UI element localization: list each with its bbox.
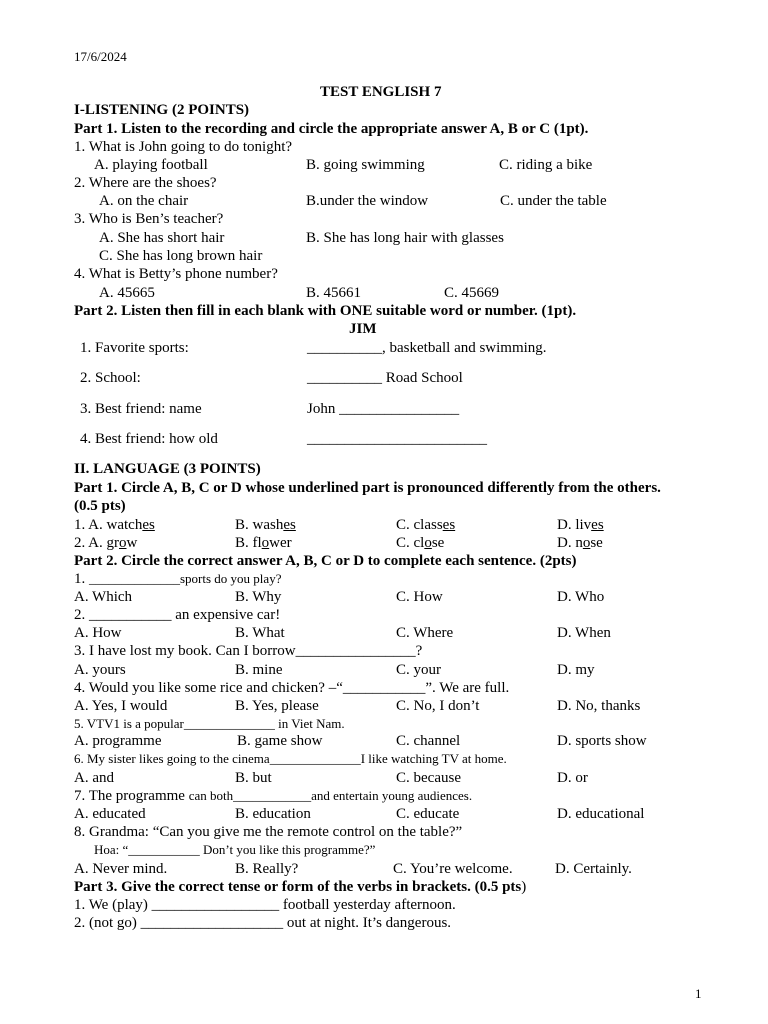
page-number: 1	[695, 986, 702, 1001]
pron-q2-option-d: D. nose	[557, 535, 603, 551]
grammar-q1-option-b: B. Why	[235, 589, 282, 605]
grammar-q6-option-b: B. but	[235, 770, 272, 786]
listening-q3-option-a: A. She has short hair	[99, 230, 225, 246]
fill-row-label: 1. Favorite sports:	[80, 340, 189, 356]
grammar-q7: 7. The programme can both____________and entertain young audiences.	[74, 788, 473, 804]
grammar-q3-option-c: C. your	[396, 662, 441, 678]
grammar-q1-option-a: A. Which	[74, 589, 133, 605]
verb-q2: 2. (not go) ___________________ out at night. It’s dangerous.	[74, 915, 452, 931]
pron-q2-option-a: 2. A. grow	[74, 535, 138, 551]
pron-q1-option-d: D. lives	[557, 517, 604, 533]
underlined-part: es	[283, 517, 296, 533]
fill-row-label: 2. School:	[80, 370, 141, 386]
listening-q1-option-b: B. going swimming	[306, 157, 425, 173]
verb-q1: 1. We (play) _________________ football yesterday afternoon.	[74, 897, 456, 913]
listening-q4: 4. What is Betty’s phone number?	[74, 266, 278, 282]
grammar-q4-option-a: A. Yes, I would	[74, 698, 168, 714]
listening-q2: 2. Where are the shoes?	[74, 175, 217, 191]
grammar-q1-option-c: C. How	[396, 589, 443, 605]
underlined-part: es	[591, 517, 604, 533]
grammar-q8-option-a: A. Never mind.	[74, 861, 168, 877]
listening-heading: I-LISTENING (2 POINTS)	[74, 102, 250, 118]
grammar-q2-option-b: B. What	[235, 625, 285, 641]
fill-row-blank: __________ Road School	[307, 370, 463, 386]
fill-row-label: 3. Best friend: name	[80, 401, 202, 417]
grammar-q7-option-d: D. educational	[557, 806, 645, 822]
listening-q2-option-c: C. under the table	[500, 193, 607, 209]
fill-row-blank: __________, basketball and swimming.	[307, 340, 547, 356]
grammar-q8-option-c: C. You’re welcome.	[393, 861, 513, 877]
listening-q1-option-c: C. riding a bike	[499, 157, 593, 173]
document-title: TEST ENGLISH 7	[320, 84, 442, 100]
language-heading: II. LANGUAGE (3 POINTS)	[74, 461, 261, 477]
fill-row-label: 4. Best friend: how old	[80, 431, 218, 447]
language-part3-heading: Part 3. Give the correct tense or form of the verbs in brackets. (0.5 pts)	[74, 879, 527, 895]
pron-q2-option-c: C. close	[396, 535, 445, 551]
grammar-q5-option-b: B. game show	[237, 733, 323, 749]
listening-part1-heading: Part 1. Listen to the recording and circle the appropriate answer A, B or C (1pt).	[74, 121, 589, 137]
grammar-q5-option-d: D. sports show	[557, 733, 647, 749]
grammar-q3-option-a: A. yours	[74, 662, 126, 678]
listening-q1-option-a: A. playing football	[94, 157, 208, 173]
underlined-part: o	[424, 535, 432, 551]
grammar-q8: 8. Grandma: “Can you give me the remote control on the table?”	[74, 824, 463, 840]
document-date: 17/6/2024	[74, 49, 127, 64]
grammar-q8-option-b: B. Really?	[235, 861, 299, 877]
language-part1-heading-points: (0.5 pts)	[74, 498, 126, 514]
grammar-q6: 6. My sister likes going to the cinema______________I like watching TV at home.	[74, 751, 507, 766]
underlined-part: es	[142, 517, 155, 533]
grammar-q4-option-c: C. No, I don’t	[396, 698, 480, 714]
pron-q1-option-a: 1. A. watches	[74, 517, 155, 533]
grammar-q7-option-b: B. education	[235, 806, 311, 822]
grammar-q1: 1. ______________sports do you play?	[74, 571, 282, 587]
grammar-q4: 4. Would you like some rice and chicken? –“___________”. We are full.	[74, 680, 510, 696]
listening-q4-option-a: A. 45665	[99, 285, 155, 301]
grammar-q8-option-d: D. Certainly.	[555, 861, 632, 877]
language-part1-heading: Part 1. Circle A, B, C or D whose underlined part is pronounced differently from the others.	[74, 480, 661, 496]
underlined-part: o	[119, 535, 127, 551]
grammar-q3-option-d: D. my	[557, 662, 595, 678]
underlined-part: es	[442, 517, 456, 533]
grammar-q4-option-b: B. Yes, please	[235, 698, 319, 714]
grammar-q2: 2. ___________ an expensive car!	[74, 607, 281, 623]
grammar-q5-option-c: C. channel	[396, 733, 461, 749]
grammar-q6-option-d: D. or	[557, 770, 588, 786]
grammar-q5-option-a: A. programme	[74, 733, 162, 749]
grammar-q1-option-d: D. Who	[557, 589, 605, 605]
grammar-q5: 5. VTV1 is a popular______________ in Viet Nam.	[74, 716, 345, 731]
listening-q3-option-c: C. She has long brown hair	[99, 248, 263, 264]
listening-q4-option-c: C. 45669	[444, 285, 500, 301]
listening-q3: 3. Who is Ben’s teacher?	[74, 211, 224, 227]
underlined-part: o	[582, 535, 591, 551]
language-part2-heading: Part 2. Circle the correct answer A, B, C or D to complete each sentence. (2pts)	[74, 553, 577, 569]
underlined-part: o	[261, 535, 270, 551]
pron-q1-option-c: C. classes	[396, 517, 456, 533]
grammar-q6-option-a: A. and	[74, 770, 114, 786]
listening-q1: 1. What is John going to do tonight?	[74, 139, 293, 155]
listening-q4-option-b: B. 45661	[306, 285, 362, 301]
grammar-q6-option-c: C. because	[396, 770, 461, 786]
grammar-q2-option-a: A. How	[74, 625, 122, 641]
pron-q2-option-b: B. flower	[235, 535, 292, 551]
grammar-q3: 3. I have lost my book. Can I borrow________________?	[74, 643, 423, 659]
grammar-q2-option-c: C. Where	[396, 625, 454, 641]
grammar-q3-option-b: B. mine	[235, 662, 283, 678]
grammar-q4-option-d: D. No, thanks	[557, 698, 641, 714]
fill-row-blank: John ________________	[307, 401, 460, 417]
grammar-q2-option-d: D. When	[557, 625, 611, 641]
listening-q2-option-b: B.under the window	[306, 193, 429, 209]
grammar-q8-reply: Hoa: “___________ Don’t you like this programme?”	[94, 842, 376, 857]
grammar-q7-option-a: A. educated	[74, 806, 146, 822]
grammar-q7-option-c: C. educate	[396, 806, 460, 822]
pron-q1-option-b: B. washes	[235, 517, 296, 533]
listening-q3-option-b: B. She has long hair with glasses	[306, 230, 504, 246]
listening-part2-heading: Part 2. Listen then fill in each blank with ONE suitable word or number. (1pt).	[74, 303, 577, 319]
listening-q2-option-a: A. on the chair	[99, 193, 189, 209]
listening-part2-name: JIM	[349, 321, 377, 337]
fill-row-blank: ________________________	[307, 431, 487, 447]
